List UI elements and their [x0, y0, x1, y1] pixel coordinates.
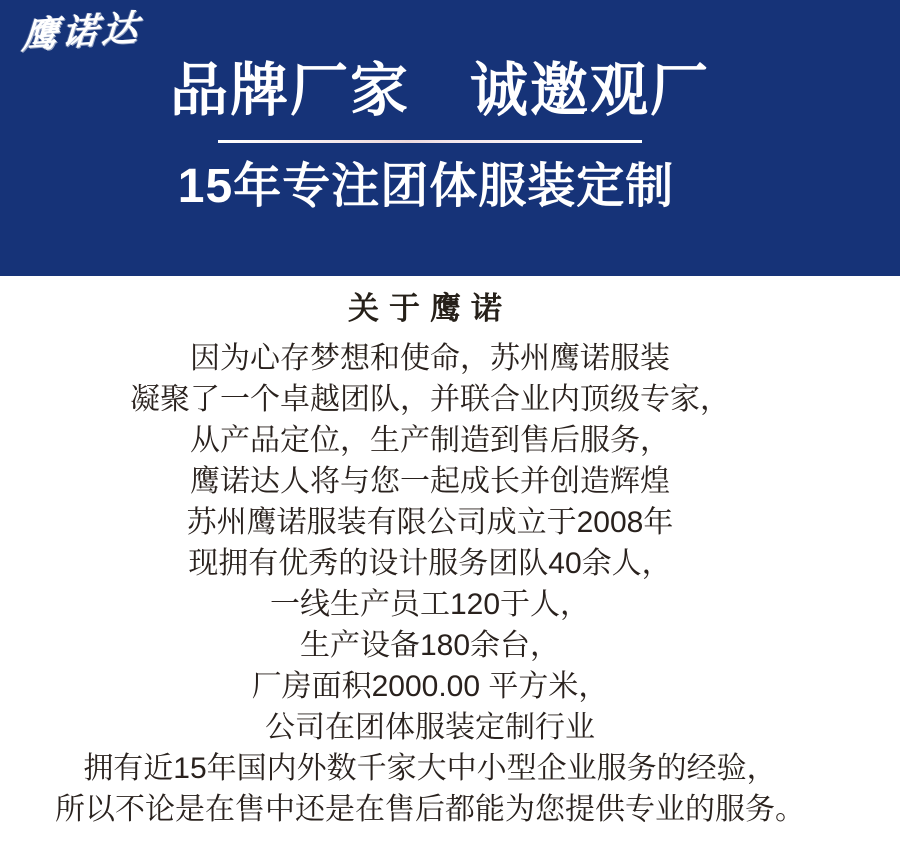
- subtitle: 15年专注团体服装定制: [177, 160, 675, 213]
- about-line: 苏州鹰诺服装有限公司成立于2008年: [186, 506, 674, 539]
- about-line: 从产品定位，生产制造到售后服务，: [190, 424, 670, 457]
- about-line: 拥有近15年国内外数千家大中小型企业服务的经验，: [83, 752, 777, 785]
- about-section: [0, 292, 900, 830]
- about-line: 一线生产员工120于人，: [269, 588, 591, 621]
- about-line: 生产设备180余台，: [299, 629, 561, 662]
- main-title: 品牌厂家 诚邀观厂: [169, 58, 710, 123]
- about-line: 凝聚了一个卓越团队，并联合业内顶级专家，: [130, 383, 730, 416]
- about-heading: 关于鹰诺: [348, 291, 512, 326]
- about-line: 现拥有优秀的设计服务团队40余人，: [188, 547, 672, 580]
- about-line: 公司在团体服装定制行业: [265, 711, 595, 744]
- about-line: 鹰诺达人将与您一起成长并创造辉煌: [190, 465, 670, 498]
- divider-line: [218, 140, 642, 143]
- about-line: 厂房面积2000.00 平方米，: [251, 670, 609, 703]
- about-body: [0, 338, 900, 830]
- about-line: 所以不论是在售中还是在售后都能为您提供专业的服务。: [55, 793, 805, 826]
- brand-logo: 鹰诺达: [20, 6, 144, 57]
- hero-banner: [0, 0, 900, 276]
- about-line: 因为心存梦想和使命，苏州鹰诺服装: [190, 342, 670, 375]
- divider-wrap: [0, 126, 900, 148]
